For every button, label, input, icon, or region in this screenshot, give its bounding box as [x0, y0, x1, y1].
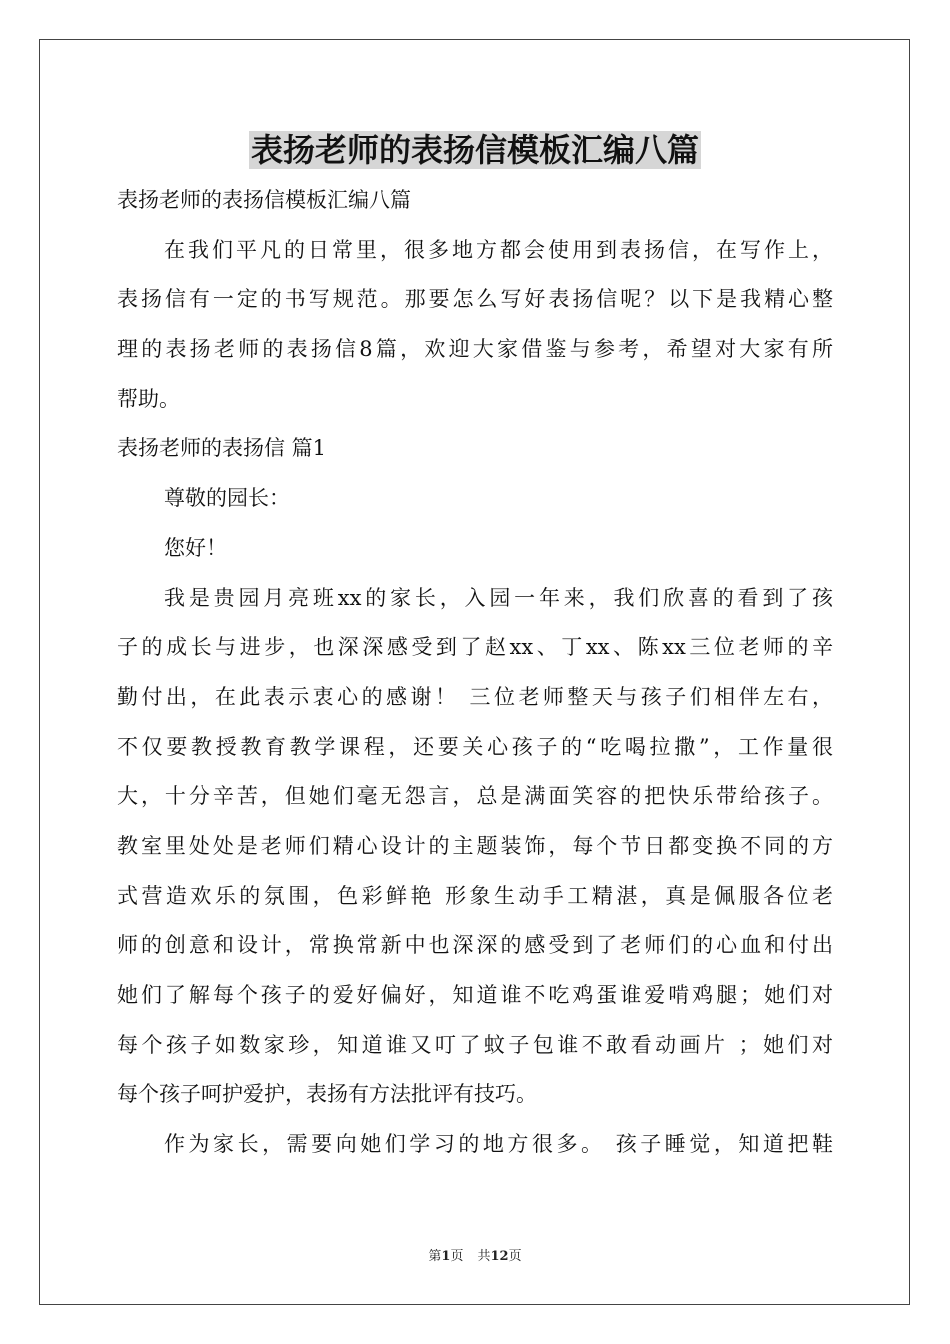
text-line: 每个孩子如数家珍，知道谁又叮了蚊子包谁不敢看动画片 ；她们对: [117, 1032, 833, 1057]
text-line: 大，十分辛苦，但她们毫无怨言，总是满面笑容的把快乐带给孩子。: [117, 784, 833, 809]
text-line: 在我们平凡的日常里，很多地方都会使用到表扬信，在写作上，: [164, 237, 833, 262]
page-footer: [0, 1248, 950, 1266]
text-line: 师的创意和设计，常换常新中也深深的感受到了老师们的心血和付出: [117, 933, 833, 958]
document-title-text: 表扬老师的表扬信模板汇编八篇: [250, 131, 699, 169]
text-line: 作为家长，需要向她们学习的地方很多。 孩子睡觉，知道把鞋: [164, 1132, 833, 1157]
document-title: [0, 128, 950, 172]
text-line: 帮助。: [117, 386, 180, 411]
document-body: [117, 176, 833, 1170]
text-line: 表扬信有一定的书写规范。那要怎么写好表扬信呢？以下是我精心整: [117, 287, 833, 312]
footer-total-prefix: 共: [477, 1249, 491, 1264]
footer-page-suffix: 页: [450, 1249, 464, 1264]
text-line: 您好！: [164, 535, 227, 560]
text-line: 子的成长与进步，也深深感受到了赵xx、丁xx、陈xx三位老师的辛: [117, 635, 833, 660]
footer-total-pages: 12: [490, 1249, 509, 1264]
footer-page-prefix: 第: [428, 1249, 442, 1264]
text-line: 表扬老师的表扬信 篇1: [117, 436, 327, 461]
text-line: 不仅要教授教育教学课程，还要关心孩子的“吃喝拉撒”，工作量很: [117, 734, 833, 759]
text-line: 勤付出，在此表示衷心的感谢！ 三位老师整天与孩子们相伴左右，: [117, 684, 833, 709]
text-line: 教室里处处是老师们精心设计的主题装饰，每个节日都变换不同的方: [117, 833, 833, 858]
footer-page-number: 1: [441, 1249, 451, 1264]
text-line: 她们了解每个孩子的爱好偏好，知道谁不吃鸡蛋谁爱啃鸡腿；她们对: [117, 983, 833, 1007]
text-line: 尊敬的园长：: [164, 486, 290, 511]
text-line: 式营造欢乐的氛围，色彩鲜艳 形象生动手工精湛，真是佩服各位老: [117, 883, 833, 908]
footer-total-suffix: 页: [508, 1249, 522, 1264]
text-line: 每个孩子呵护爱护，表扬有方法批评有技巧。: [117, 1082, 537, 1107]
text-line: 表扬老师的表扬信模板汇编八篇: [117, 188, 411, 212]
text-line: 理的表扬老师的表扬信8篇，欢迎大家借鉴与参考，希望对大家有所: [117, 337, 833, 362]
text-line: 我是贵园月亮班xx的家长，入园一年来，我们欣喜的看到了孩: [164, 585, 833, 610]
